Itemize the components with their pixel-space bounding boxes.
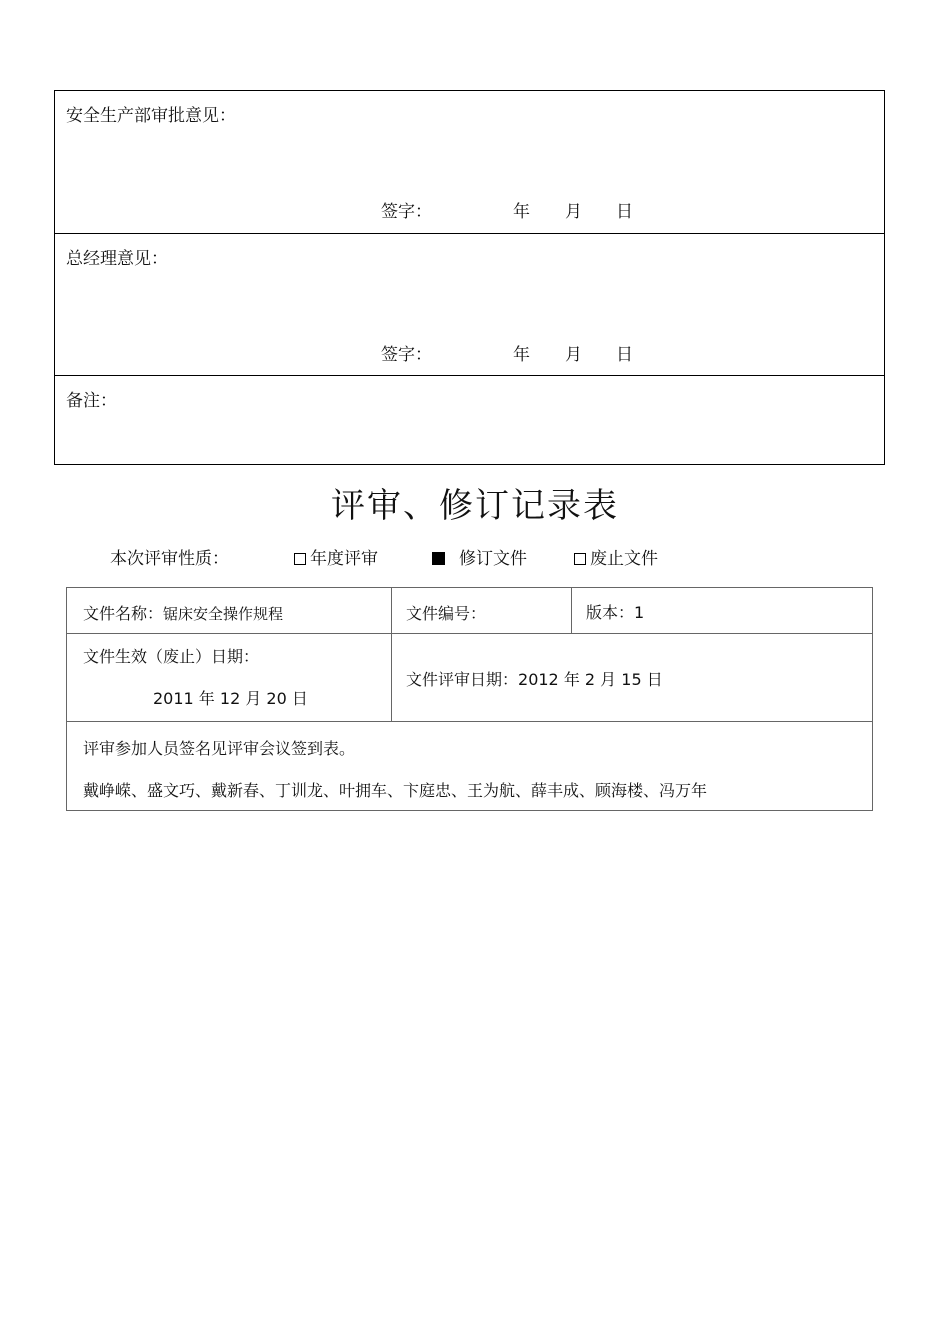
row-divider	[67, 633, 872, 634]
participants-list: 戴峥嵘、盛文巧、戴新春、丁训龙、叶拥车、卞庭忠、王为航、薛丰成、顾海楼、冯万年	[83, 781, 708, 800]
checkbox-unchecked-icon[interactable]	[574, 553, 586, 565]
option-revise-file[interactable]	[432, 544, 527, 569]
year-label: 年	[513, 345, 530, 365]
row-divider	[67, 721, 872, 722]
effective-date-value: 2011 年 12 月 20 日	[153, 689, 308, 708]
participants-note: 评审参加人员签名见评审会议签到表。	[83, 739, 356, 758]
review-date-label: 文件评审日期：	[406, 670, 519, 689]
file-name-cell	[83, 601, 283, 624]
file-name-value: 锯床安全操作规程	[163, 605, 284, 623]
month-label: 月	[565, 345, 582, 365]
remark-section	[55, 375, 884, 464]
option-abolish-file[interactable]	[574, 544, 658, 569]
page-title: 评审、修订记录表	[331, 486, 619, 526]
safety-approval-label: 安全生产部审批意见：	[66, 106, 236, 126]
signature-label: 签字：	[381, 345, 432, 365]
checkbox-unchecked-icon[interactable]	[294, 553, 306, 565]
day-label: 日	[616, 345, 633, 365]
year-label: 年	[513, 202, 530, 222]
gm-opinion-section	[55, 233, 884, 375]
approval-table	[54, 90, 885, 465]
remark-label: 备注：	[66, 391, 117, 411]
signature-label: 签字：	[381, 202, 432, 222]
review-date-value: 2012 年 2 月 15 日	[518, 670, 663, 689]
month-label: 月	[565, 202, 582, 222]
safety-approval-section	[55, 91, 884, 233]
option-label: 年度评审	[310, 549, 378, 569]
effective-date-label: 文件生效（废止）日期：	[83, 647, 260, 666]
review-nature-label: 本次评审性质：	[110, 549, 229, 569]
gm-opinion-label: 总经理意见：	[66, 249, 168, 269]
file-no-label: 文件编号：	[406, 604, 487, 623]
option-label: 修订文件	[459, 549, 527, 569]
day-label: 日	[616, 202, 633, 222]
version-cell	[586, 600, 644, 623]
column-divider	[571, 588, 572, 633]
file-name-label: 文件名称：	[83, 604, 164, 623]
review-date-cell	[406, 667, 663, 690]
column-divider	[391, 588, 392, 721]
option-label: 废止文件	[590, 549, 658, 569]
review-record-table	[66, 587, 873, 811]
version-label: 版本：	[586, 603, 635, 622]
option-annual-review[interactable]	[294, 544, 378, 569]
checkbox-checked-icon[interactable]	[432, 552, 445, 565]
version-value: 1	[634, 603, 645, 622]
